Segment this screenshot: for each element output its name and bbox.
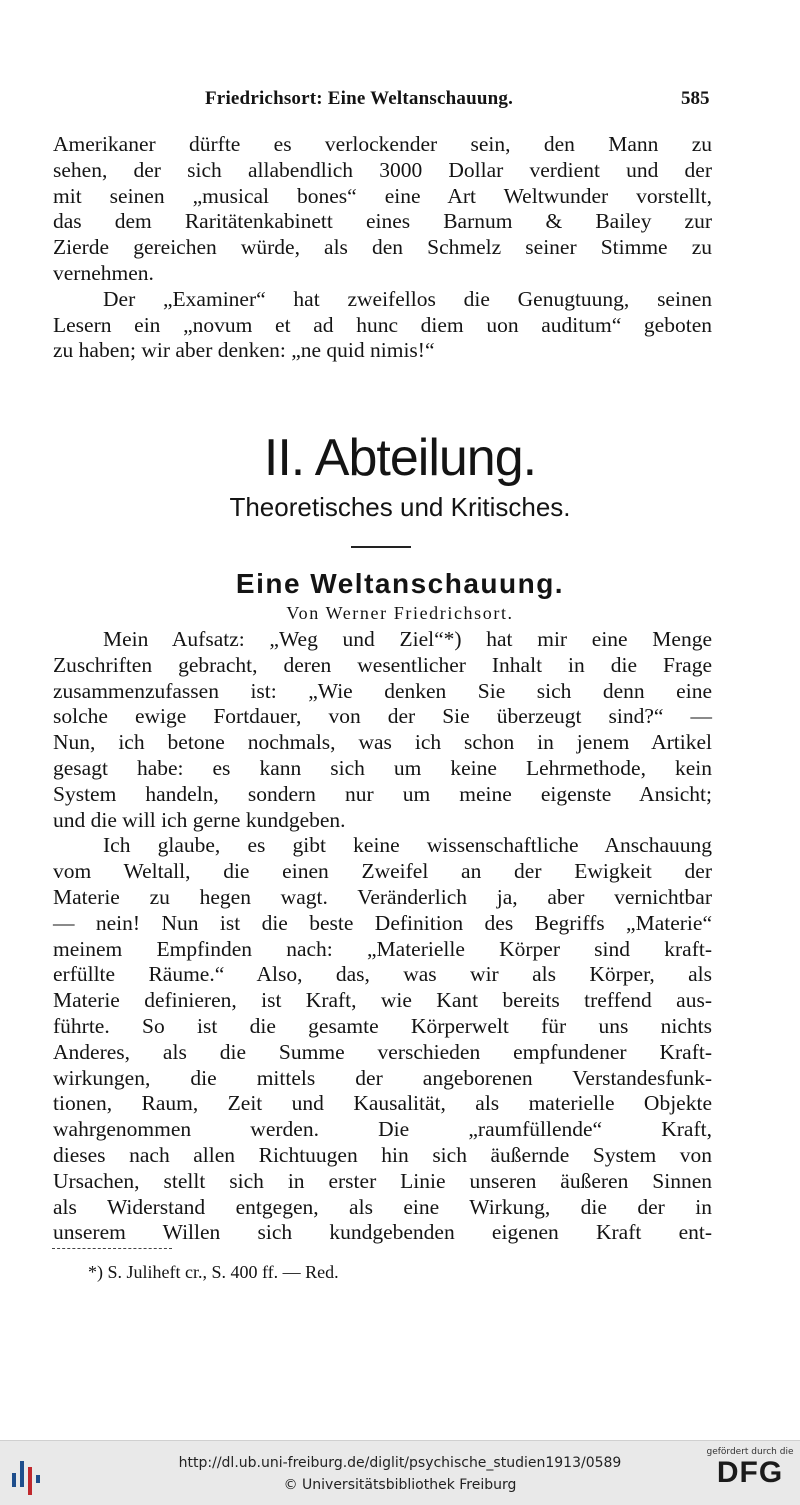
text-line: Ich glaube, es gibt keine wissenschaftliche Anschauung [103,833,712,858]
sponsor-name: DFG [716,1456,784,1489]
text-line: führte. So ist die gesamte Körperwelt für uns nichts [53,1013,712,1038]
page-number: 585 [681,88,710,109]
text-line: Zuschriften gebracht, deren wesentlicher Inhalt in die Frage [53,652,712,677]
text-line: Zierde gereichen würde, als den Schmelz seiner Stimme zu [53,235,712,260]
text-line: System handeln, sondern nur um meine eigenste Ansicht; [53,781,712,806]
text-line: dieses nach allen Richtuugen hin sich äußernde System von [53,1142,712,1167]
text-line: Amerikaner dürfte es verlockender sein, den Mann zu [53,132,712,156]
text-line: Mein Aufsatz: „Weg und Ziel“*) hat mir eine Menge [103,627,712,651]
text-line: zu haben; wir aber denken: „ne quid nimis!“ [53,338,435,363]
text-line: Der „Examiner“ hat zweifellos die Genugtuung, seinen [103,286,712,311]
article-byline: Von Werner Friedrichsort. [286,603,514,623]
text-line: — nein! Nun ist die beste Definition des Begriffs „Materie“ [53,910,712,935]
text-line: das dem Raritätenkabinett eines Barnum & Bailey zur [53,209,712,234]
divider-rule [351,546,411,548]
article-title: Eine Weltanschauung. [235,568,565,599]
text-line: Nun, ich betone nochmals, was ich schon in jenem Artikel [53,730,712,755]
copyright-notice: © Universitätsbibliothek Freiburg [283,1477,517,1493]
text-line: mit seinen „musical bones“ eine Art Weltwunder vorstellt, [53,183,712,208]
permalink-url[interactable]: http://dl.ub.uni-freiburg.de/diglit/psychische_studien1913/0589 [178,1455,622,1471]
sponsor-caption: gefördert durch die [706,1447,794,1457]
viewer-footer-bar [0,1440,800,1505]
text-line: sehen, der sich allabendlich 3000 Dollar verdient und der [53,157,712,182]
section-heading: II. Abteilung. [263,429,537,487]
footnote: *) S. Juliheft cr., S. 400 ff. — Red. [88,1262,339,1282]
running-title: Friedrichsort: Eine Weltanschauung. [205,88,514,109]
text-line: solche ewige Fortdauer, von der Sie überzeugt sind?“ — [53,704,712,729]
section-subtitle: Theoretisches und Kritisches. [229,492,571,522]
opening-paragraphs [53,132,712,364]
text-line: zusammenzufassen ist: „Wie denken Sie sich denn eine [53,678,712,703]
text-line: unserem Willen sich kundgebenden eigenen Kraft ent- [53,1220,712,1245]
dfg-logo [706,1447,794,1499]
text-line: erfüllte Räume.“ Also, das, was wir als Körper, als [53,962,712,987]
text-line: vernehmen. [53,260,154,285]
text-line: Lesern ein „novum et ad hunc diem uon auditum“ geboten [53,312,712,337]
text-line: als Widerstand entgegen, als eine Wirkung, die der in [53,1194,712,1219]
text-line: wahrgenommen werden. Die „raumfüllende“ Kraft, [53,1117,712,1142]
text-line: tionen, Raum, Zeit und Kausalität, als materielle Objekte [53,1091,712,1116]
text-line: und die will ich gerne kundgeben. [53,807,346,832]
text-line: Ursachen, stellt sich in erster Linie unseren äußeren Sinnen [53,1168,712,1193]
footnote-rule [52,1248,172,1249]
text-line: Materie definieren, ist Kraft, wie Kant bereits treffend aus- [53,988,712,1013]
article-body [53,627,712,1246]
text-line: meinem Empfinden nach: „Materielle Körper sind kraft- [53,936,712,961]
text-line: gesagt habe: es kann sich um keine Lehrmethode, kein [53,755,712,780]
text-line: Anderes, als die Summe verschieden empfundener Kraft- [53,1039,712,1064]
text-line: wirkungen, die mittels der angeborenen Verstandesfunk- [53,1065,712,1090]
text-line: Materie zu hegen wagt. Veränderlich ja, aber vernichtbar [53,884,712,909]
running-head [0,88,800,116]
text-line: vom Weltall, die einen Zweifel an der Ewigkeit der [53,859,712,884]
